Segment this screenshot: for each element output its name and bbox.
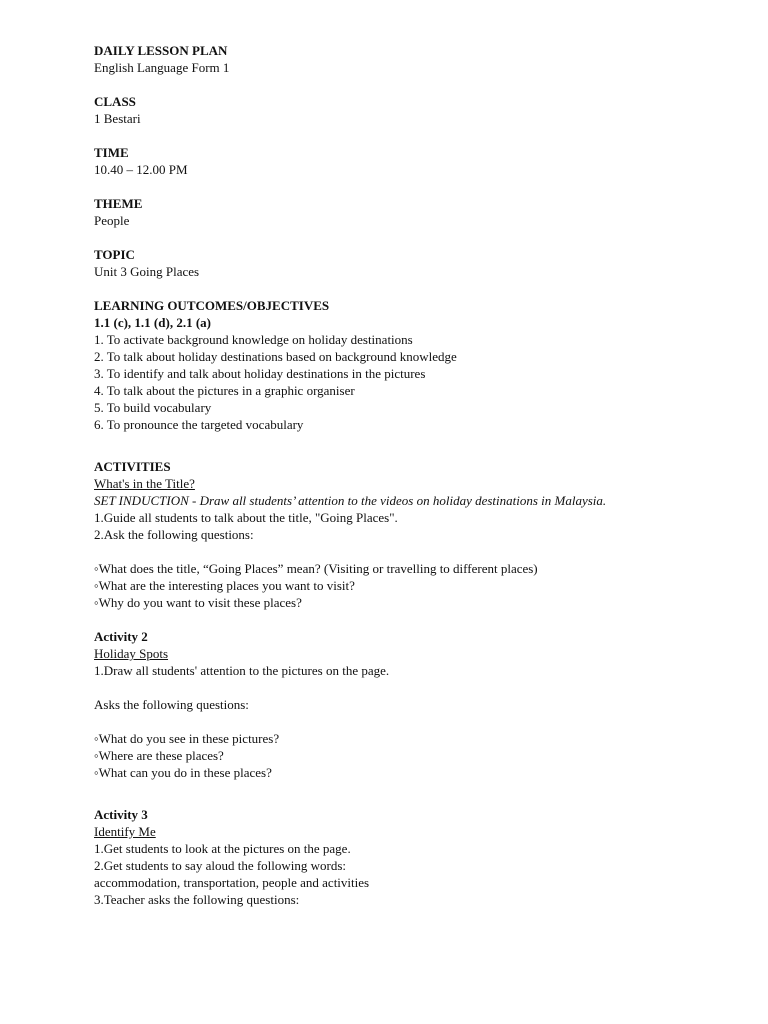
spacer [94, 611, 714, 628]
spacer [94, 433, 714, 450]
activity3-step: 2.Get students to say aloud the following words: [94, 858, 347, 873]
activity2-question: ◦Where are these places? [94, 748, 224, 763]
activity1-question: ◦What are the interesting places you want to visit? [94, 578, 355, 593]
activity3-subtitle: Identify Me [94, 824, 156, 839]
outcome-item: 2. To talk about holiday destinations based on background knowledge [94, 349, 457, 364]
activity3-step: 1.Get students to look at the pictures on the page. [94, 841, 351, 856]
set-induction: SET INDUCTION - Draw all students’ attention to the videos on holiday destinations in Malaysia. [94, 493, 607, 508]
spacer [94, 798, 714, 806]
spacer [94, 679, 714, 696]
activity3-step: accommodation, transportation, people and activities [94, 875, 370, 890]
activity2-step: 1.Draw all students' attention to the pictures on the page. [94, 663, 390, 678]
activity1-question: ◦Why do you want to visit these places? [94, 595, 302, 610]
activity1-subtitle: What's in the Title? [94, 476, 195, 491]
document-title: DAILY LESSON PLAN [94, 43, 228, 58]
spacer [94, 229, 714, 246]
class-value: 1 Bestari [94, 111, 141, 126]
outcomes-label: LEARNING OUTCOMES/OBJECTIVES [94, 298, 330, 313]
spacer [94, 713, 714, 730]
theme-value: People [94, 213, 130, 228]
spacer [94, 127, 714, 144]
lesson-plan-document [94, 42, 714, 908]
activity3-step: 3.Teacher asks the following questions: [94, 892, 300, 907]
spacer [94, 178, 714, 195]
outcomes-codes: 1.1 (c), 1.1 (d), 2.1 (a) [94, 315, 211, 330]
spacer [94, 781, 714, 798]
outcome-item: 4. To talk about the pictures in a graphic organiser [94, 383, 355, 398]
activity2-question: ◦What do you see in these pictures? [94, 731, 280, 746]
activity1-question: ◦What does the title, “Going Places” mean? (Visiting or travelling to different places) [94, 561, 538, 576]
activity2-subtitle: Holiday Spots [94, 646, 169, 661]
topic-label: TOPIC [94, 247, 135, 262]
outcome-item: 1. To activate background knowledge on holiday destinations [94, 332, 413, 347]
activity2-title: Activity 2 [94, 629, 148, 644]
time-label: TIME [94, 145, 129, 160]
document-subject: English Language Form 1 [94, 60, 230, 75]
spacer [94, 280, 714, 297]
spacer [94, 76, 714, 93]
spacer [94, 450, 714, 458]
theme-label: THEME [94, 196, 143, 211]
outcome-item: 6. To pronounce the targeted vocabulary [94, 417, 304, 432]
activity1-step: 1.Guide all students to talk about the title, "Going Places". [94, 510, 398, 525]
outcome-item: 5. To build vocabulary [94, 400, 212, 415]
spacer [94, 543, 714, 560]
topic-value: Unit 3 Going Places [94, 264, 200, 279]
time-value: 10.40 – 12.00 PM [94, 162, 188, 177]
outcome-item: 3. To identify and talk about holiday destinations in the pictures [94, 366, 426, 381]
activity1-step: 2.Ask the following questions: [94, 527, 254, 542]
activity2-intro: Asks the following questions: [94, 697, 249, 712]
activity3-title: Activity 3 [94, 807, 148, 822]
activities-label: ACTIVITIES [94, 459, 171, 474]
activity2-question: ◦What can you do in these places? [94, 765, 272, 780]
class-label: CLASS [94, 94, 136, 109]
